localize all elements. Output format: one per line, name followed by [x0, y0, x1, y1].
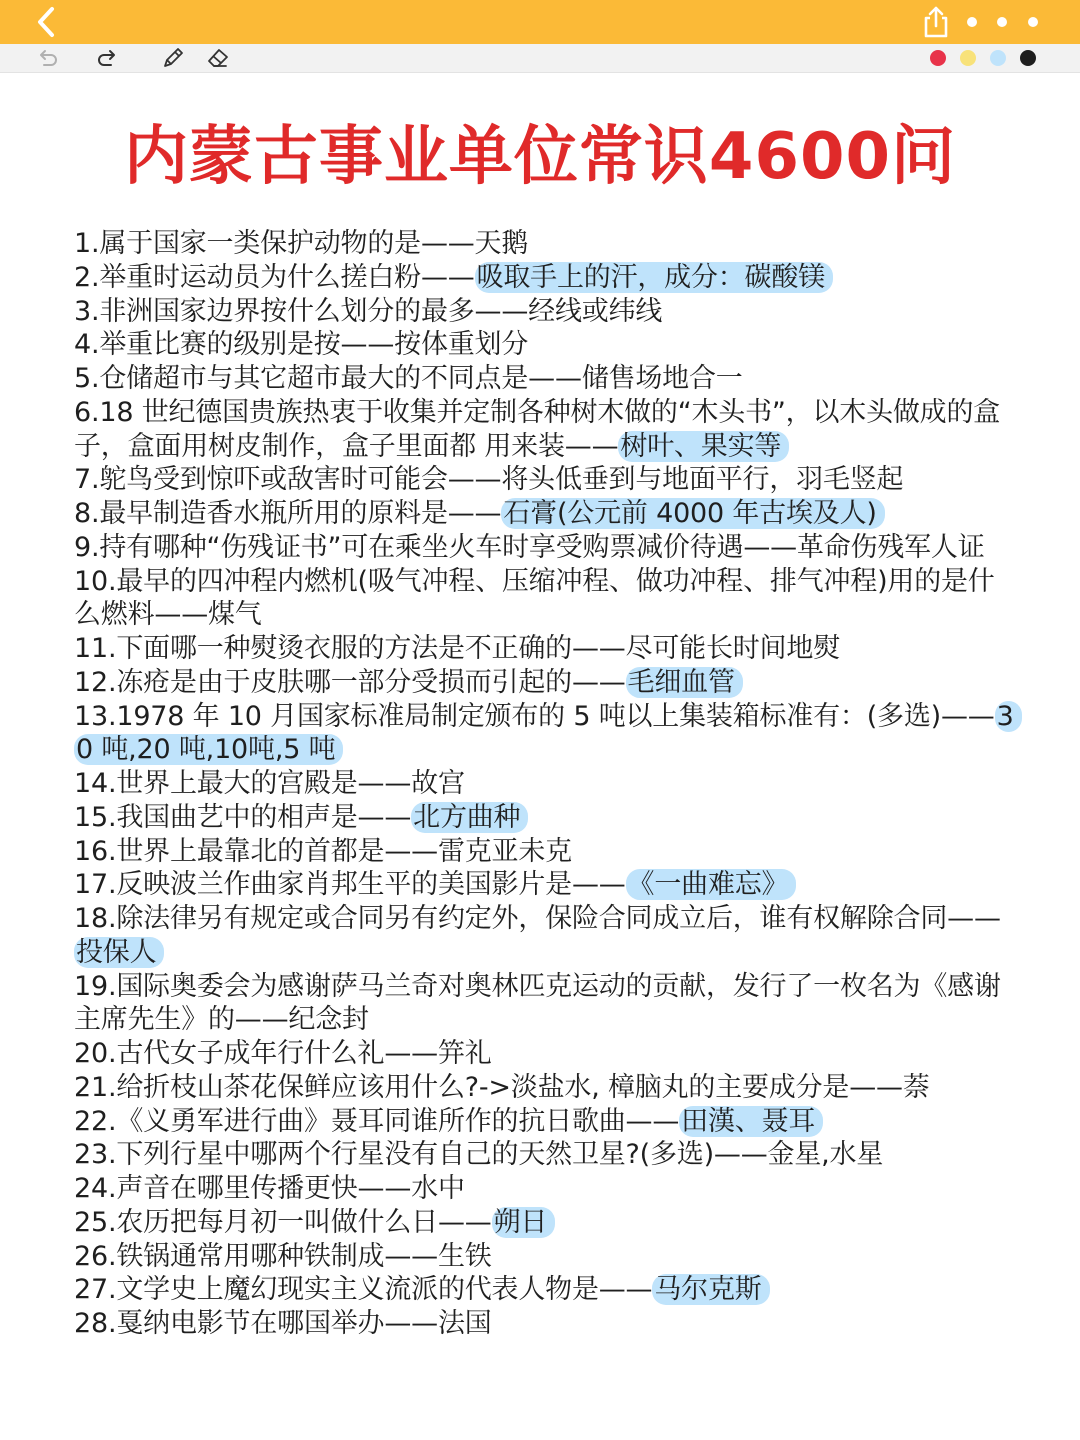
question-item: [74, 632, 1014, 666]
question-text: 19.国际奥委会为感谢萨马兰奇对奥林匹克运动的贡献，发行了一枚名为《感谢主席先生》的——纪念封: [74, 970, 1001, 1036]
question-item: [74, 1172, 1014, 1206]
highlighted-answer: 田漢、聂耳: [679, 1106, 823, 1137]
question-item: [74, 227, 1014, 261]
question-text: 4.举重比赛的级别是按——按体重划分: [74, 329, 529, 361]
question-text: 23.下列行星中哪两个行星没有自己的天然卫星?(多选)——金星,水星: [74, 1139, 884, 1171]
more-button[interactable]: [962, 10, 1052, 34]
question-text: 7.鸵鸟受到惊吓或敌害时可能会——将头低垂到与地面平行，羽毛竖起: [74, 464, 904, 496]
question-text: 10.最早的四冲程内燃机(吸气冲程、压缩冲程、做功冲程、排气冲程)用的是什么燃料——煤气: [74, 565, 995, 631]
question-item: [74, 1206, 1014, 1240]
question-text: 17.反映波兰作曲家肖邦生平的美国影片是——: [74, 869, 626, 901]
eraser-button[interactable]: [206, 47, 230, 69]
highlighted-answer: 石膏(公元前 4000 年古埃及人): [501, 498, 884, 529]
question-item: [74, 1037, 1014, 1071]
more-dots-icon: [997, 17, 1007, 27]
question-text: 6.18 世纪德国贵族热衷于收集并定制各种树木做的“木头书”，以木头做成的盒子，盒面用树皮制作，盒子里面都 用来装——: [74, 396, 1001, 462]
share-button[interactable]: [918, 4, 954, 40]
question-text: 2.举重时运动员为什么搓白粉——: [74, 261, 475, 293]
question-item: [74, 835, 1014, 869]
highlighted-answer: 树叶、果实等: [618, 431, 789, 462]
highlighted-answer: 北方曲种: [411, 802, 528, 833]
color-swatch-black[interactable]: [1020, 50, 1036, 66]
question-text: 14.世界上最大的宫殿是——故宫: [74, 768, 465, 799]
question-text: 21.给折枝山茶花保鲜应该用什么?->淡盐水, 樟脑丸的主要成分是——萘: [74, 1071, 930, 1103]
question-item: [74, 1273, 1014, 1307]
question-item: [74, 1138, 1014, 1172]
question-item: [74, 463, 1014, 497]
question-item: [74, 497, 1014, 531]
highlighted-answer: 毛细血管: [626, 667, 743, 698]
eraser-icon: [206, 47, 230, 69]
question-item: [74, 396, 1014, 464]
chevron-left-icon: [30, 4, 66, 40]
question-item: [74, 261, 1014, 295]
question-item: [74, 666, 1014, 700]
question-item: [74, 902, 1014, 970]
undo-button[interactable]: [36, 47, 60, 69]
share-icon: [918, 4, 954, 40]
question-text: 24.声音在哪里传播更快——水中: [74, 1173, 465, 1204]
question-text: 18.除法律另有规定或合同另有约定外，保险合同成立后，谁有权解除合同——: [74, 903, 1001, 934]
question-item: [74, 801, 1014, 835]
question-text: 3.非洲国家边界按什么划分的最多——经线或纬线: [74, 295, 663, 327]
undo-icon: [36, 47, 60, 69]
question-item: [74, 868, 1014, 902]
question-text: 8.最早制造香水瓶所用的原料是——: [74, 498, 502, 529]
question-text: 9.持有哪种“伤残证书”可在乘坐火车时享受购票减价待遇——革命伤残军人证: [74, 531, 985, 563]
question-text: 1.属于国家一类保护动物的是——天鹅: [74, 228, 529, 259]
question-text: 15.我国曲艺中的相声是——: [74, 801, 412, 833]
question-item: [74, 1307, 1014, 1341]
redo-icon: [95, 47, 119, 69]
question-text: 28.戛纳电影节在哪国举办——法国: [74, 1308, 492, 1339]
highlighted-answer: 马尔克斯: [652, 1274, 769, 1305]
more-dots-icon: [1028, 17, 1038, 27]
question-text: 27.文学史上魔幻现实主义流派的代表人物是——: [74, 1274, 653, 1306]
question-text: 12.冻疮是由于皮肤哪一部分受损而引起的——: [74, 666, 626, 698]
question-text: 20.古代女子成年行什么礼——笄礼: [74, 1038, 492, 1069]
question-item: [74, 295, 1014, 329]
question-text: 22.《义勇军进行曲》聂耳同谁所作的抗日歌曲——: [74, 1105, 680, 1137]
color-swatch-blue[interactable]: [990, 50, 1006, 66]
highlighted-answer: 投保人: [74, 937, 164, 968]
redo-button[interactable]: [95, 47, 119, 69]
question-item: [74, 970, 1014, 1038]
top-app-bar: [0, 0, 1080, 44]
question-text: 16.世界上最靠北的首都是——雷克亚未克: [74, 835, 572, 867]
question-text: 11.下面哪一种熨烫衣服的方法是不正确的——尽可能长时间地熨: [74, 633, 840, 664]
question-text: 25.农历把每月初一叫做什么日——: [74, 1206, 492, 1238]
page-title: 内蒙古事业单位常识4600问: [123, 120, 957, 194]
question-item: [74, 362, 1014, 396]
pen-icon: [161, 47, 185, 69]
question-item: [74, 700, 1014, 768]
highlighted-answer: 《一曲难忘》: [626, 869, 797, 900]
edit-toolbar: [0, 44, 1080, 73]
more-dots-icon: [967, 17, 977, 27]
question-list: [74, 227, 1014, 1341]
highlighted-answer: 朔日: [492, 1207, 556, 1238]
question-item: [74, 767, 1014, 801]
color-swatch-yellow[interactable]: [960, 50, 976, 66]
question-item: [74, 531, 1014, 565]
question-item: [74, 1240, 1014, 1274]
color-swatch-red[interactable]: [930, 50, 946, 66]
question-item: [74, 1105, 1014, 1139]
question-item: [74, 565, 1014, 633]
highlighted-answer: 30 吨,20 吨,10吨,5 吨: [74, 701, 1022, 766]
question-item: [74, 1071, 1014, 1105]
highlighted-answer: 吸取手上的汗，成分：碳酸镁: [475, 262, 833, 293]
question-text: 26.铁锅通常用哪种铁制成——生铁: [74, 1240, 492, 1272]
question-item: [74, 328, 1014, 362]
back-button[interactable]: [30, 4, 66, 40]
question-text: 5.仓储超市与其它超市最大的不同点是——储售场地合一: [74, 363, 743, 394]
question-text: 13.1978 年 10 月国家标准局制定颁布的 5 吨以上集装箱标准有：(多选)——: [74, 700, 995, 732]
pen-button[interactable]: [161, 47, 185, 69]
